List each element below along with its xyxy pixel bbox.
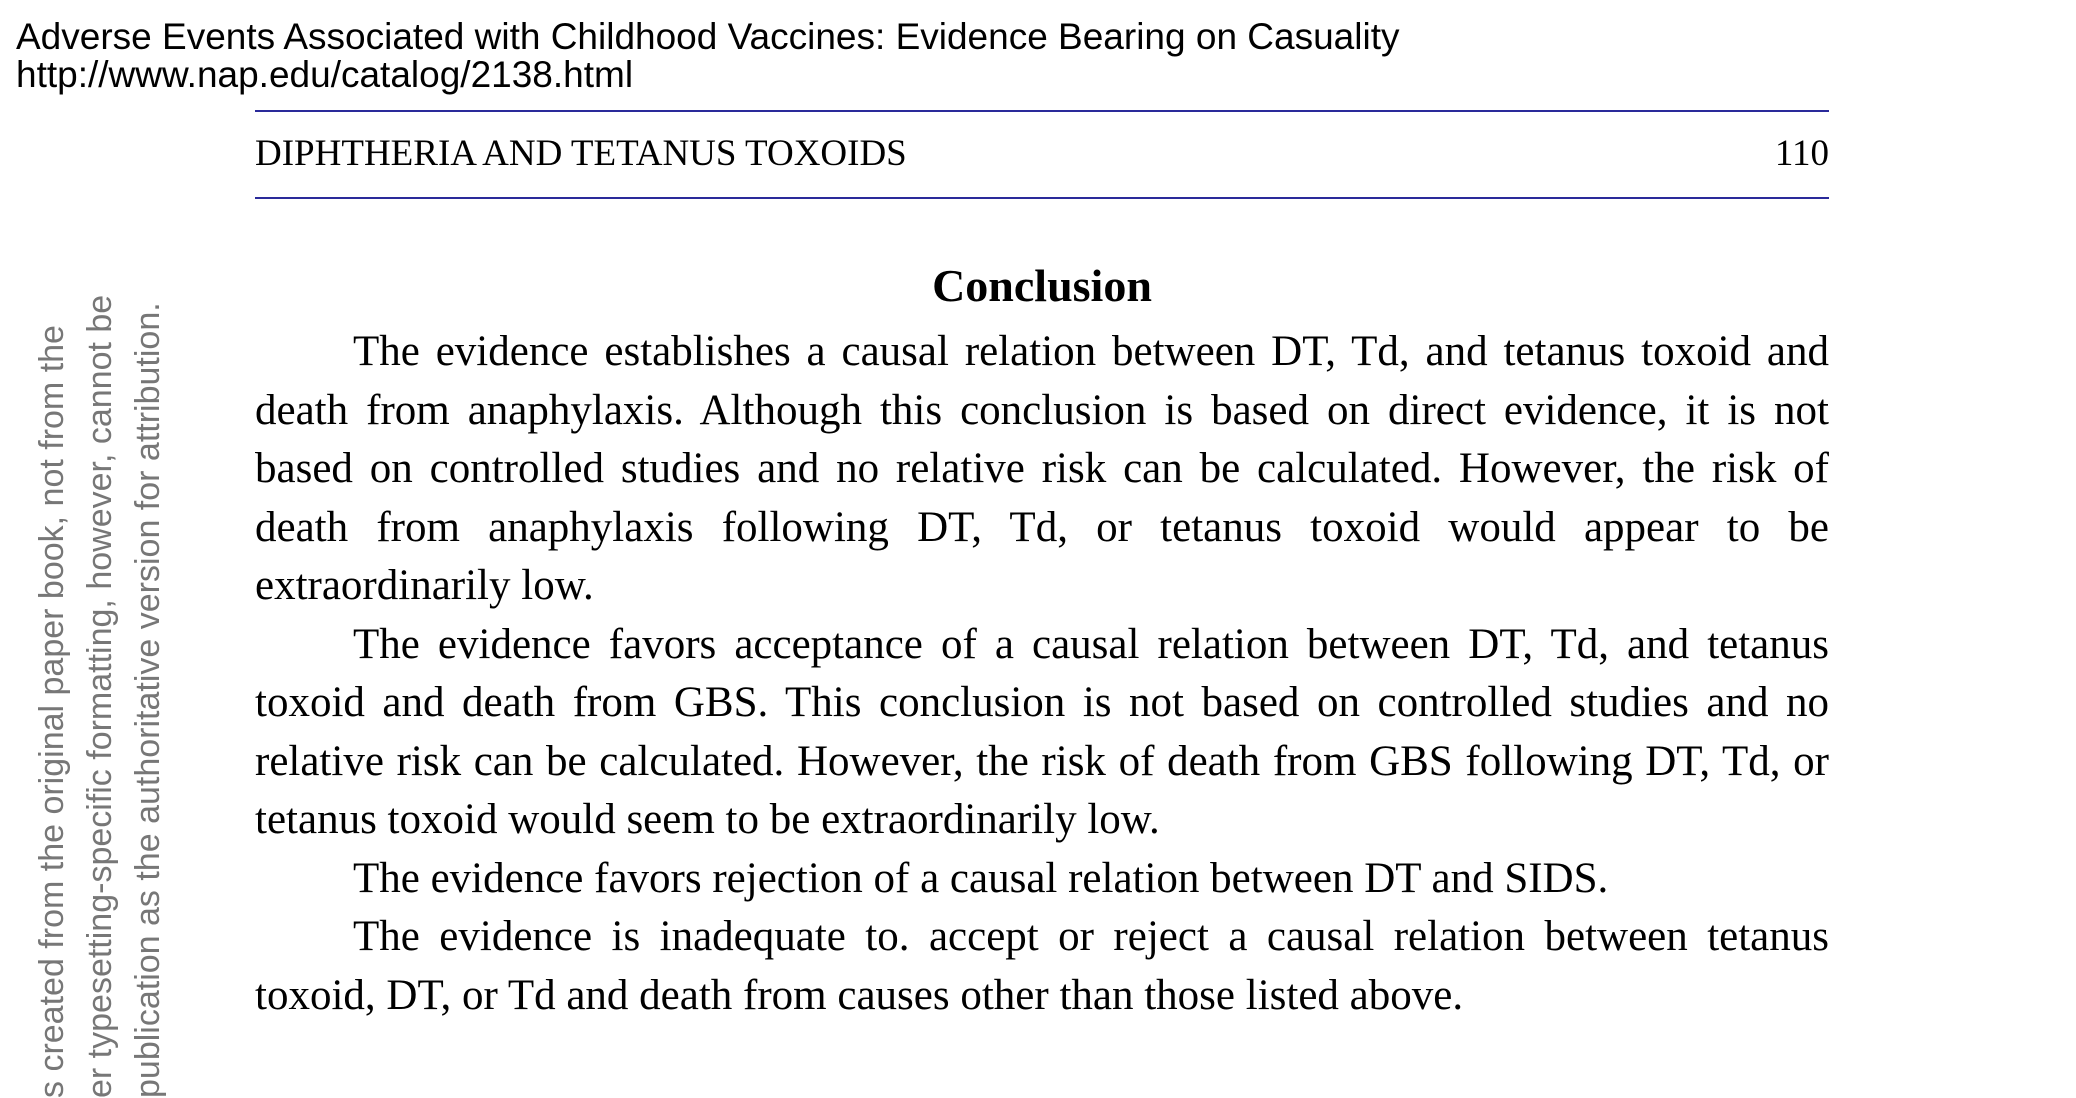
paragraph: The evidence favors acceptance of a causal relation between DT, Td, and tetanus toxoid and death from GBS. This conclusion is not based on controlled studies and no relative risk can be calculated. However, the risk of death from GBS following DT, Td, or tetanus toxoid would seem to be extraordinarily low.: [255, 620, 1829, 843]
side-notice-text: [28, 295, 172, 1098]
side-notice-line: publication as the authoritative version for attribution.: [129, 302, 167, 1098]
paragraph: The evidence favors rejection of a causal relation between DT and SIDS.: [353, 854, 1609, 902]
side-notice-line: er typesetting-specific formatting, however, cannot be: [81, 294, 119, 1098]
section-heading: Conclusion: [932, 260, 1152, 311]
side-notice: [0, 0, 260, 1098]
side-notice-line: s created from the original paper book, not from the: [33, 325, 71, 1098]
source-url[interactable]: http://www.nap.edu/catalog/2138.html: [16, 54, 634, 95]
paragraph: The evidence establishes a causal relation between DT, Td, and tetanus toxoid and death from anaphylaxis. Although this conclusion is based on direct evidence, it is not based on controlled studies and no relative risk can be calculated. However, the risk of death from anaphylaxis following DT, Td, or tetanus toxoid would appear to be extraordinarily low.: [255, 328, 1829, 609]
header-top-rule: [255, 110, 1829, 112]
running-head-title: DIPHTHERIA AND TETANUS TOXOIDS: [255, 133, 907, 174]
page-number: 110: [1774, 133, 1829, 174]
page-body: [255, 253, 1829, 1025]
source-title: Adverse Events Associated with Childhood Vaccines: Evidence Bearing on Casuality: [16, 16, 1400, 57]
header-bottom-rule: [255, 197, 1829, 199]
paragraph: The evidence is inadequate to. accept or reject a causal relation between tetanus toxoid, DT, or Td and death from causes other than those listed above.: [255, 913, 1829, 1019]
